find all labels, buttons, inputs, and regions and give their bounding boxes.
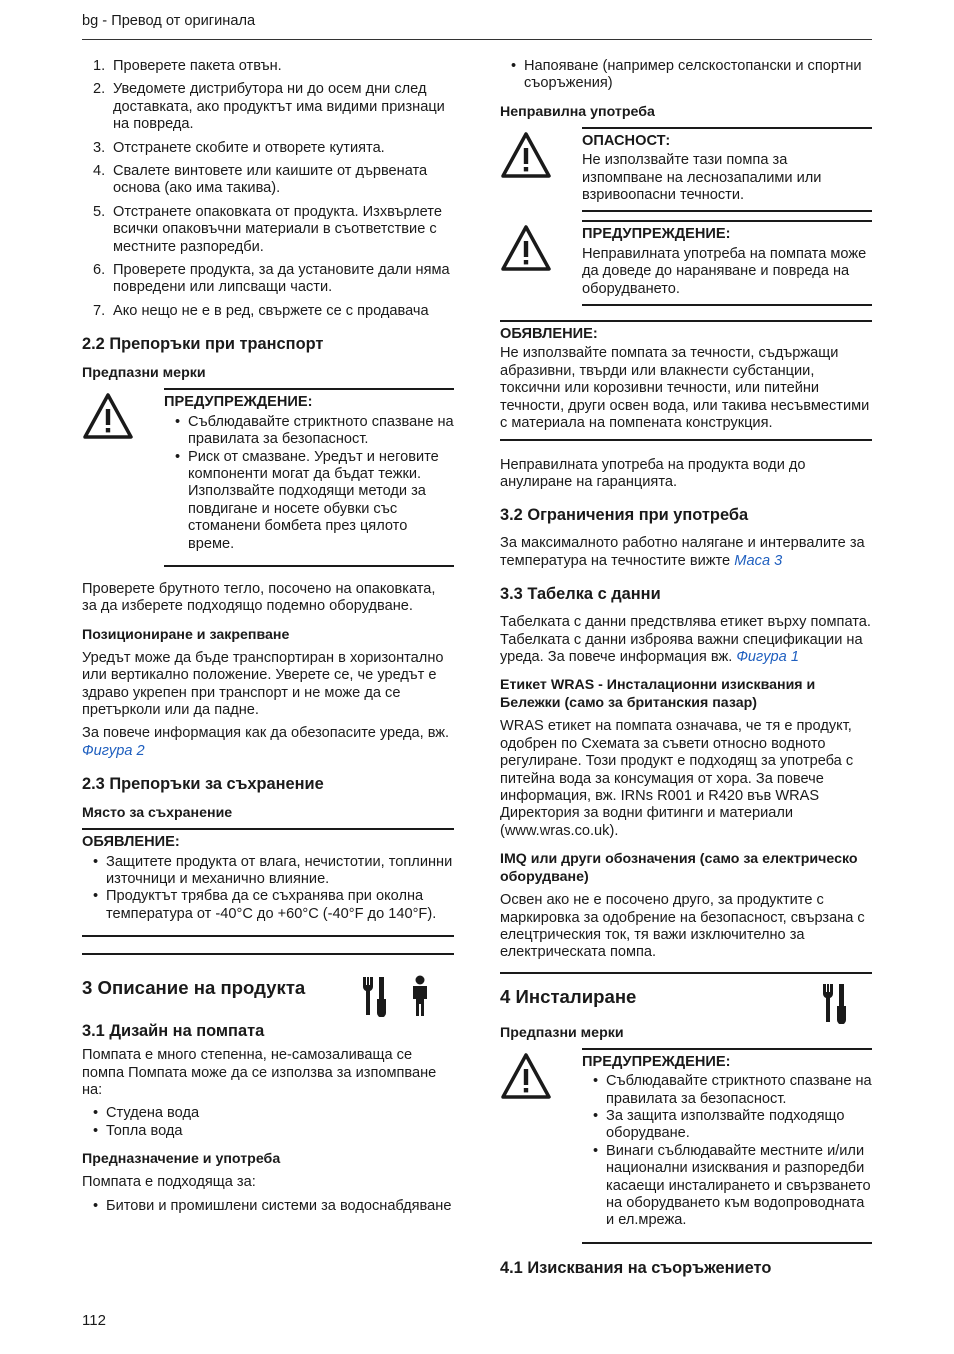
section-title-3-2: 3.2 Ограничения при употреба (500, 506, 749, 525)
pumped-liquids-list (82, 1105, 454, 1140)
list-item: 3. Отстранете скобите и отворете кутията. (93, 139, 385, 156)
list-item: • Съблюдавайте стриктното спазване на правилата за безопасност. (582, 1073, 872, 1108)
table-3-link[interactable]: Маса 3 (734, 552, 783, 569)
data-plate-paragraph: Табелката с данни предствлява етикет върху помпата. Табелката с данни изброява важни спецификации на уреда. За повече информация вж. Фигура 1 (500, 614, 871, 665)
warning-text: Неправилната употреба на помпата може да доведе до нараняване и повреда на оборудването. (582, 245, 867, 297)
weight-paragraph: Проверете брутното тегло, посочено на опаковката, за да изберете подходящо подемно оборудване. (82, 580, 436, 615)
warning-triangle-icon (82, 392, 134, 440)
subheading-imq: IMQ или други обозначения (само за електрическо оборудване) (500, 851, 858, 886)
imq-paragraph: Освен ако не е посочено друго, за продуктите с маркировка за одобрение на безопасност, свързана с елецтрическия ток, тя важи изключително за електрическата помпа. (500, 892, 865, 961)
page-number: 112 (82, 1312, 106, 1329)
danger-title: ОПАСНОСТ: (582, 132, 671, 149)
warranty-paragraph: Неправилната употреба на продукта води до анулиране на гаранцията. (500, 456, 806, 490)
tools-icon (360, 975, 388, 1017)
figure-2-link[interactable]: Фигура 2 (82, 742, 145, 759)
warning-box (164, 388, 454, 567)
danger-box (582, 127, 872, 213)
subheading-misuse: Неправилна употреба (500, 103, 655, 120)
list-item: • Продуктът трябва да се съхранява при околна температура от -40°C до +60°C (-40°F до 140°F). (82, 888, 454, 923)
danger-text: Не използвайте тази помпа за изпомпване на леснозапалими или взривоопасни течности. (582, 152, 822, 204)
notice-box (82, 828, 454, 937)
list-item: • Битови и промишлени системи за водоснабдяване (82, 1198, 454, 1215)
list-item: • Съблюдавайте стриктното спазване на правилата за безопасност. (164, 414, 454, 449)
chapter-title-3: 3 Описание на продукта (82, 977, 306, 999)
list-item: • Напояване (например селскостопански и спортни съоръжения) (500, 58, 872, 93)
purpose-list (82, 1198, 454, 1215)
chapter-title-4: 4 Инсталиране (500, 985, 637, 1007)
positioning-paragraph: Уредът може да бъде транспортиран в хоризонтално или вертикално положение. Уверете се, че уредът е здраво укрепен при транспорт и не може да се претърколи или да падне. (82, 649, 444, 718)
unpacking-steps (82, 58, 454, 320)
list-item: • Риск от смазване. Уредът и неговите компоненти могат да бъдат тежки. Използвайте подходящи методи за повдигане и носете обувки със стоманени бомбета през цялото време. (164, 449, 454, 553)
page-header (82, 13, 872, 40)
warning-box (582, 220, 872, 306)
chapter-3-heading (82, 953, 454, 999)
more-info-paragraph: За повече информация как да обезопасите уреда, вж. Фигура 2 (82, 725, 450, 759)
subheading-storage-place: Място за съхранение (82, 805, 233, 822)
subheading-wras: Етикет WRAS - Инсталационни изисквания и Бележки (само за британския пазар) (500, 677, 816, 712)
wras-paragraph: WRAS етикет на помпата означава, че тя е продукт, одобрен по Схемата за съвети относно водното регулиране. Този продукт е подходящ за употреба с питейна вода за консумация от хора. За повече информация, вж. IRNs R001 и R420 във WRAS Директория за водни фитинги и материали (www.wras.co.uk). (500, 718, 854, 839)
warning-triangle-icon (500, 131, 552, 179)
right-column (500, 58, 872, 1288)
purpose-list-continued (500, 58, 872, 93)
warning-box (582, 1048, 872, 1244)
warning-list (582, 1073, 872, 1230)
list-item: • Защитете продукта от влага, нечистотии, топлинни източници и механично влияние. (82, 854, 454, 889)
list-item: 6. Проверете продукта, за да установите дали няма повредени или липсващи части. (93, 262, 450, 296)
list-item: 7. Ако нещо не е в ред, свържете се с продавача (93, 302, 429, 319)
notice-title: ОБЯВЛЕНИЕ: (82, 834, 180, 851)
list-item: 4. Свалете винтовете или каишите от дървената основа (ако има такива). (93, 163, 428, 197)
warning-list (164, 414, 454, 553)
list-item: • За защита използвайте подходящо оборудване. (582, 1108, 872, 1143)
notice-text: Не използвайте помпата за течности, съдържащи абразивни, твърди или влакнести субстанции, токсични или корозивни течности, или питейни течности, други освен вода, или такива несъвместими с материала на помпената конструкция. (500, 345, 870, 432)
section-title-2-3: 2.3 Препоръки за съхранение (82, 775, 324, 794)
limits-paragraph: За максималното работно налягане и интервалите за температура на течностите вижте Маса 3 (500, 535, 865, 569)
notice-title: ОБЯВЛЕНИЕ: (500, 326, 598, 343)
subheading-safety: Предпазни мерки (500, 1024, 624, 1041)
notice-box (500, 320, 872, 440)
warning-triangle-icon (500, 224, 552, 272)
warning-title: ПРЕДУПРЕЖДЕНИЕ: (582, 226, 731, 243)
design-paragraph: Помпата е много степенна, не-самозаливаща се помпа Помпата може да се използва за изпомпване на: (82, 1047, 437, 1099)
subheading-positioning: Позициониране и закрепване (82, 626, 290, 643)
section-title-3-3: 3.3 Табелка с данни (500, 585, 661, 604)
figure-1-link[interactable]: Фигура 1 (736, 648, 799, 665)
subheading-safety: Предпазни мерки (82, 365, 206, 382)
list-item: 5. Отстранете опаковката от продукта. Изхвърлете всички опаковъчни материали в съответствие с местните разпоредби. (93, 203, 442, 255)
notice-list (82, 854, 454, 924)
list-item: 2. Уведомете дистрибутора ни до осем дни след доставката, ако продуктът има видими признаци на повреда. (93, 81, 445, 133)
chapter-4-heading (500, 972, 872, 1008)
list-item: • Топла вода (82, 1123, 454, 1140)
warning-title: ПРЕДУПРЕЖДЕНИЕ: (582, 1053, 731, 1070)
list-item: • Студена вода (82, 1105, 454, 1122)
person-icon (408, 975, 432, 1017)
purpose-paragraph: Помпата е подходяща за: (82, 1174, 256, 1191)
section-title-2-2: 2.2 Препоръки при транспорт (82, 335, 324, 354)
warning-triangle-icon (500, 1052, 552, 1100)
subheading-purpose: Предназначение и употреба (82, 1151, 281, 1168)
section-title-3-1: 3.1 Дизайн на помпата (82, 1022, 265, 1041)
header-text: bg - Превод от оригинала (82, 13, 256, 29)
left-column (82, 58, 454, 1221)
tools-icon (820, 982, 848, 1024)
section-title-4-1: 4.1 Изисквания на съоръжението (500, 1258, 772, 1277)
list-item: • Винаги съблюдавайте местните и/или национални изисквания и разпоредби касаещи инсталирането и свързването на оборудването към водопроводната и ел.мрежа. (582, 1143, 872, 1230)
warning-title: ПРЕДУПРЕЖДЕНИЕ: (164, 394, 313, 411)
list-item: 1. Проверете пакета отвън. (93, 58, 282, 74)
